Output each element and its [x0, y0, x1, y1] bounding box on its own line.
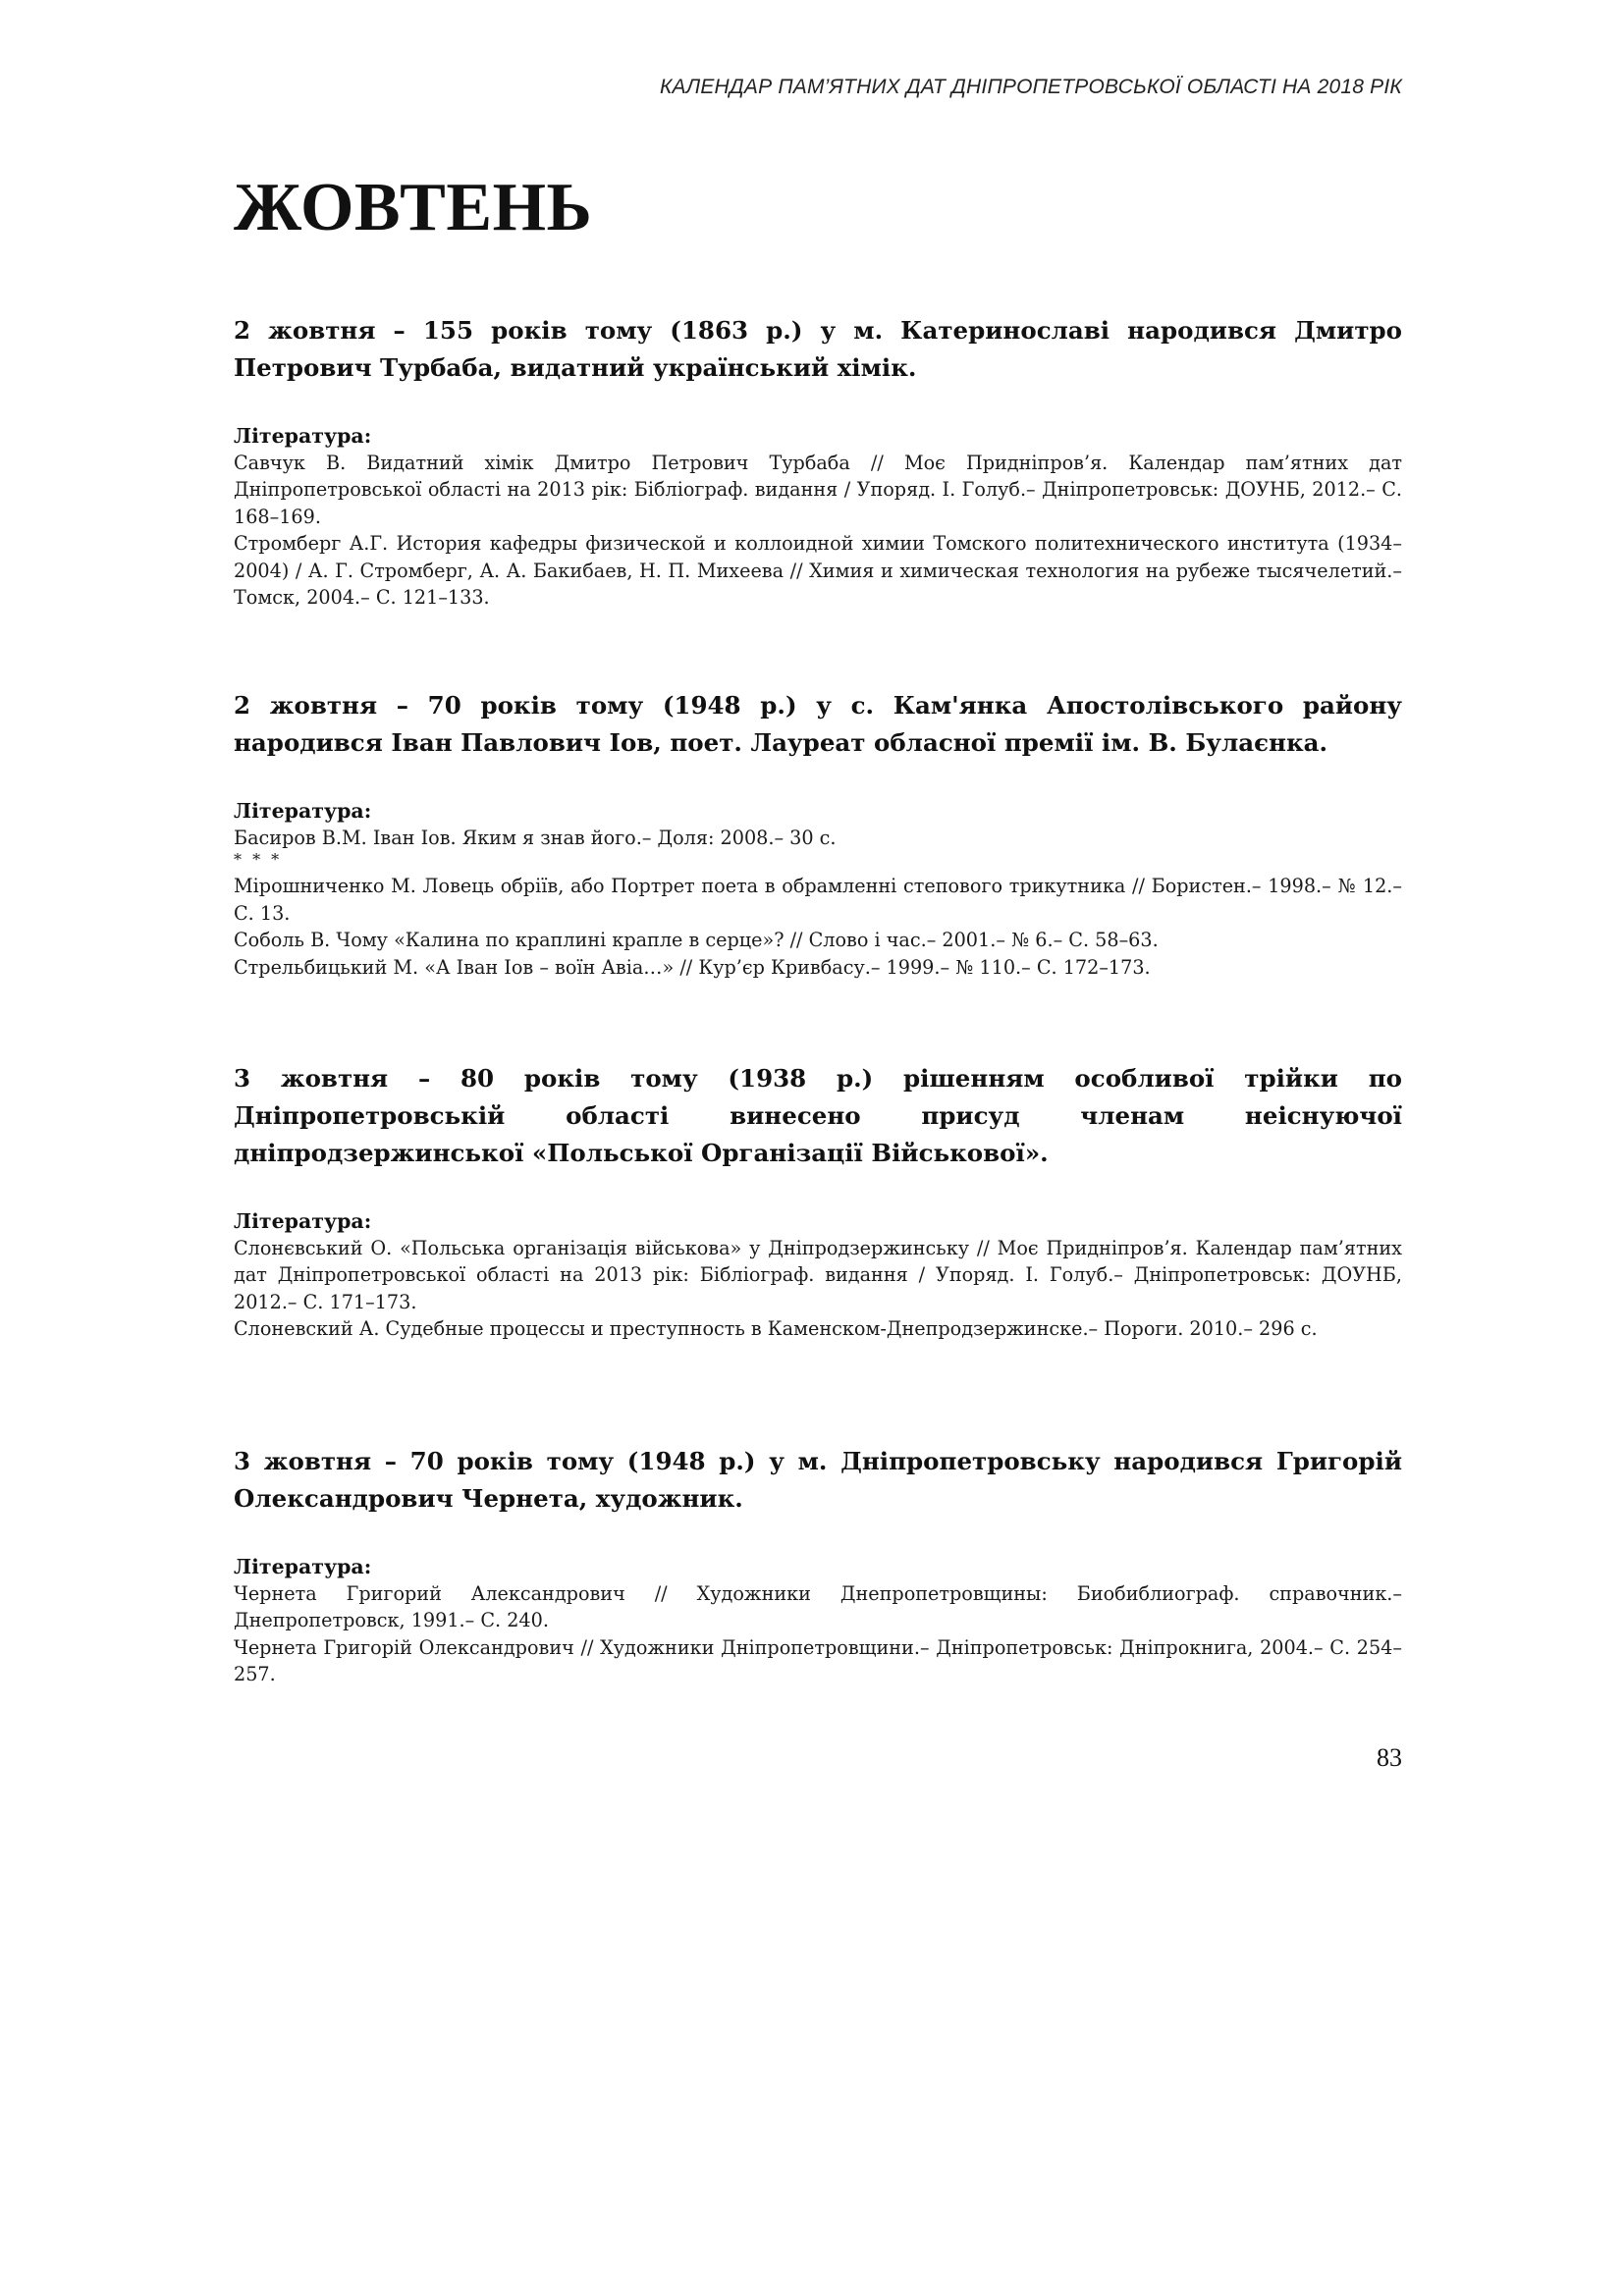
literature-item: Чернета Григорій Олександрович // Художники Дніпропетровщини.– Дніпропетровськ: Дніпрокнига, 2004.– С. 254–257. [234, 1635, 1402, 1686]
literature-label: Література: [234, 1209, 372, 1233]
literature-item: Чернета Григорий Александрович // Художники Днепропетровщины: Биобиблиограф. справочник.– Днепропетровск, 1991.– С. 240. [234, 1582, 1402, 1632]
literature-item: Стромберг А.Г. История кафедры физической и коллоидной химии Томского политехнического института (1934–2004) / А. Г. Стромберг, А. А. Бакибаев, Н. П. Михеева // Химия и химическая технология на рубеже тысячелетий.– Томск, 2004.– С. 121–133. [234, 532, 1402, 610]
entry-heading: 2 жовтня – 70 років тому (1948 р.) у с. Кам'янка Апостолівського району народився Іван Павлович Іов, поет. Лауреат обласної премії ім. В. Булаєнка. [234, 691, 1402, 757]
page-number: 83 [1377, 1743, 1402, 1772]
literature-item: Мірошниченко М. Ловець обріїв, або Портрет поета в обрамленні степового трикутника // Бористен.– 1998.– № 12.– С. 13. [234, 875, 1402, 925]
entry-heading: 2 жовтня – 155 років тому (1863 р.) у м. Катеринославі народився Дмитро Петрович Турбаба, видатний український хімік. [234, 316, 1402, 382]
literature-item: Савчук В. Видатний хімік Дмитро Петрович Турбаба // Моє Придніпров’я. Календар пам’ятних дат Дніпропетровської області на 2013 рік: Бібліограф. видання / Упоряд. І. Голуб.– Дніпропетровськ: ДОУНБ, 2012.– С. 168–169. [234, 452, 1402, 528]
calendar-entry [234, 687, 1402, 981]
literature-item: Басиров В.М. Іван Іов. Яким я знав його.– Доля: 2008.– 30 с. [234, 827, 837, 849]
literature-item: Слонєвський О. «Польська організація військова» у Дніпродзержинську // Моє Придніпров’я. Календар пам’ятних дат Дніпропетровської області на 2013 рік: Бібліограф. видання / Упоряд. І. Голуб.– Дніпропетровськ: ДОУНБ, 2012.– С. 171–173. [234, 1237, 1402, 1313]
entry-heading: 3 жовтня – 80 років тому (1938 р.) рішенням особливої трійки по Дніпропетровській області винесено присуд членам неіснуючої дніпродзержинської «Польської Організації Військової». [234, 1064, 1402, 1167]
calendar-entry [234, 1060, 1402, 1343]
literature-item: Слоневский А. Судебные процессы и преступность в Каменском-Днепродзержинске.– Пороги. 2010.– 296 с. [234, 1317, 1318, 1341]
month-title: ЖОВТЕНЬ [234, 170, 593, 245]
calendar-entry [234, 312, 1402, 611]
running-header: КАЛЕНДАР ПАМ’ЯТНИХ ДАТ ДНІПРОПЕТРОВСЬКОЇ ОБЛАСТІ НА 2018 РІК [659, 76, 1402, 98]
entry-heading: 3 жовтня – 70 років тому (1948 р.) у м. Дніпропетровську народився Григорій Олександрович Чернета, художник. [234, 1447, 1402, 1513]
literature-separator: * * * [234, 850, 283, 870]
literature-item: Соболь В. Чому «Калина по краплині крапле в серце»? // Слово і час.– 2001.– № 6.– С. 58–63. [234, 929, 1159, 952]
literature-label: Література: [234, 799, 372, 823]
calendar-entry [234, 1443, 1402, 1688]
literature-label: Література: [234, 1555, 372, 1578]
literature-label: Література: [234, 424, 372, 448]
literature-item: Стрельбицький М. «А Іван Іов – воїн Авіа…» // Кур’єр Кривбасу.– 1999.– № 110.– С. 172–173. [234, 955, 1151, 979]
